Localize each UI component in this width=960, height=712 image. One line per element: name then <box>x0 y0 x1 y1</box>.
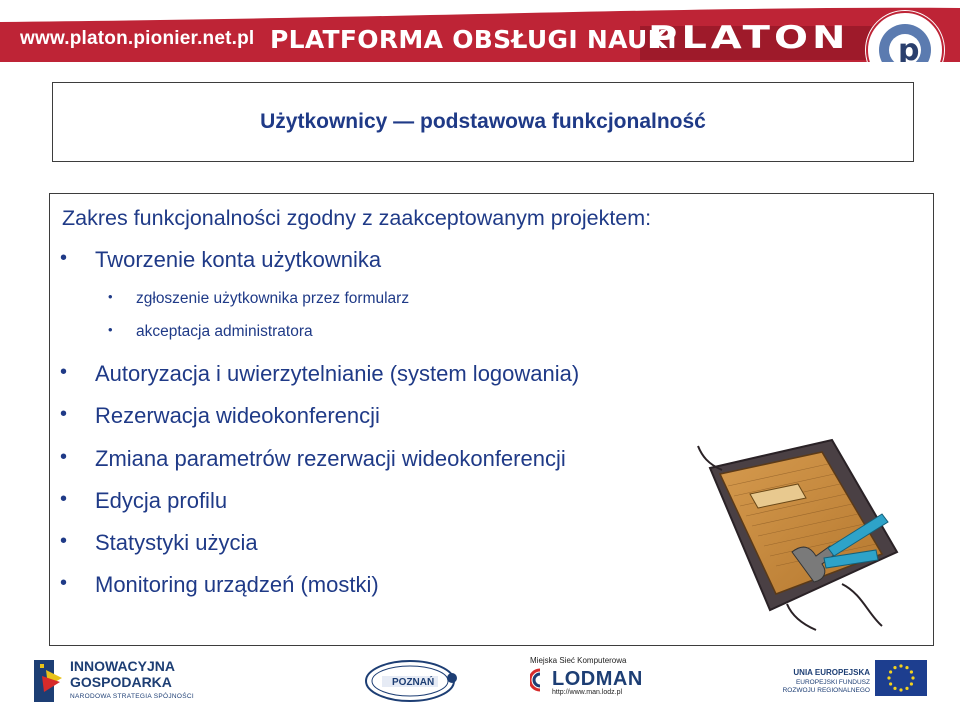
list-item: • Autoryzacja i uwierzytelnianie (system logowania) <box>95 361 579 387</box>
innowacyjna-gospodarka-mark-icon <box>32 656 66 704</box>
list-item: • Monitoring urządzeń (mostki) <box>95 572 379 598</box>
ue-regional-text: ROZWOJU REGIONALNEGO <box>782 687 870 694</box>
scope-heading: Zakres funkcjonalności zgodny z zaakceptowanym projektem: <box>62 206 652 230</box>
svg-text:p: p <box>898 33 920 68</box>
polski-internet-optyczny-seal-icon <box>862 8 948 68</box>
innowacyjna-gospodarka-logo <box>32 656 207 704</box>
list-item: • Statystyki użycia <box>95 530 258 556</box>
list-item: • Edycja profilu <box>95 488 227 514</box>
lodman-url[interactable]: http://www.man.lodz.pl <box>552 689 623 696</box>
poznan-text: POZNAŃ <box>392 677 435 688</box>
innowacyjna-text: INNOWACYJNA <box>70 658 176 674</box>
ue-title: UNIA EUROPEJSKA <box>793 668 870 677</box>
poznan-supercomputing-logo <box>362 658 462 704</box>
unia-europejska-logo <box>782 658 932 706</box>
lodman-text: LODMAN <box>552 668 643 690</box>
ue-fund-text: EUROPEJSKI FUNDUSZ <box>795 679 870 686</box>
gospodarka-text: GOSPODARKA <box>70 674 172 690</box>
page-title: Użytkownicy — podstawowa funkcjonalność <box>260 110 706 133</box>
list-item: • zgłoszenie użytkownika przez formularz <box>136 290 409 308</box>
innowacyjna-gospodarka-title <box>70 658 175 690</box>
platform-title: PLATFORMA OBSŁUGI NAUKI <box>270 25 677 54</box>
title-box <box>52 82 914 162</box>
footer-logos <box>0 650 960 712</box>
list-item: • Rezerwacja wideokonferencji <box>95 403 380 429</box>
strategia-text: NARODOWA STRATEGIA SPÓJNOŚCI <box>70 693 194 700</box>
content-box <box>49 193 934 646</box>
lodman-mark-icon <box>530 668 550 692</box>
list-item: • Zmiana parametrów rezerwacji wideokonferencji <box>95 446 566 472</box>
lodman-logo <box>530 656 643 704</box>
site-url[interactable]: www.platon.pionier.net.pl <box>20 28 255 49</box>
lodman-network-text: Miejska Sieć Komputerowa <box>530 656 627 665</box>
list-item: • akceptacja administratora <box>136 323 313 341</box>
eu-flag-icon <box>875 660 927 696</box>
header-banner <box>0 0 960 68</box>
platon-logo-text: PLATON <box>648 20 850 56</box>
list-item: • Tworzenie konta użytkownika <box>95 247 381 273</box>
folder-with-pliers-icon <box>692 434 917 634</box>
